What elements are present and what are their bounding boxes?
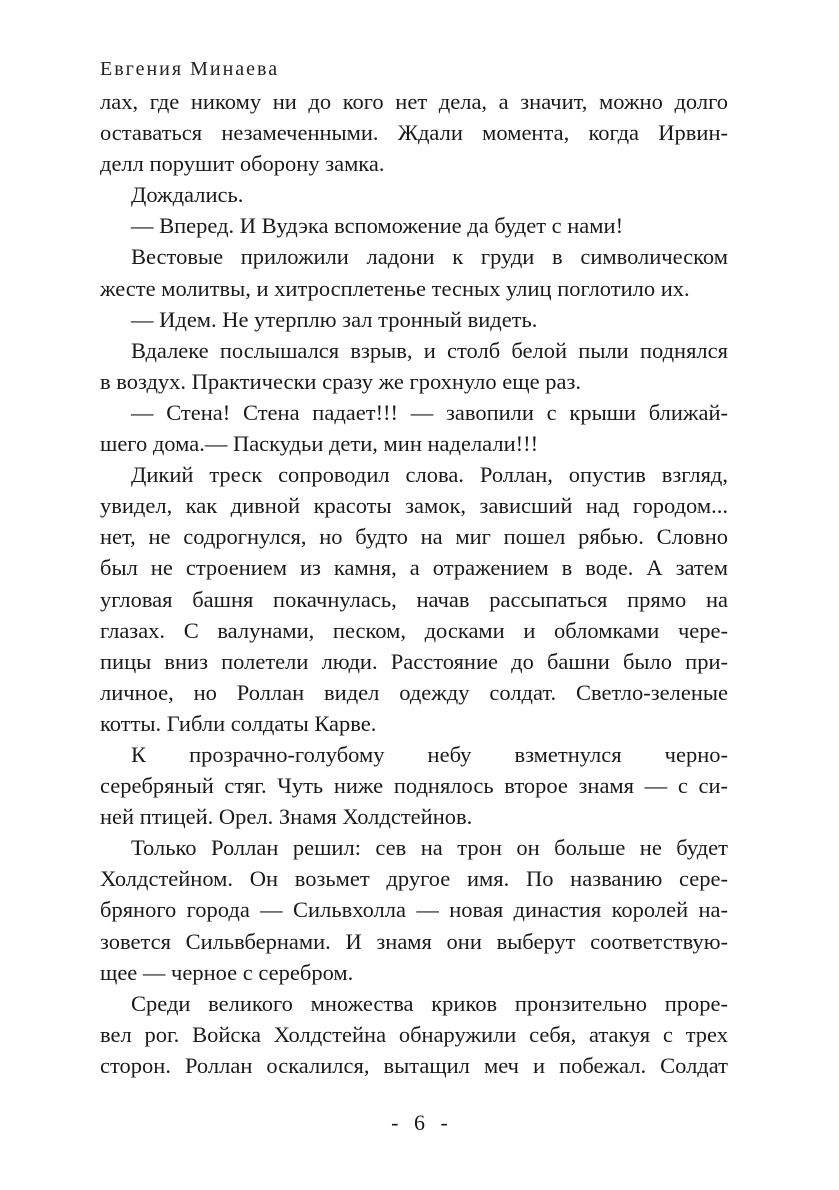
text-line: Вдалеке послышался взрыв, и столб белой пыли поднялся — [131, 337, 728, 363]
text-line: Вестовые приложили ладони к груди в символическом — [131, 244, 728, 270]
text-line: Холдстейном. Он возьмет другое имя. По названию сере- — [100, 866, 728, 892]
text-line: серебряный стяг. Чуть ниже поднялось второе знамя — с си- — [100, 773, 728, 799]
text-line: котты. Гибли солдаты Карве. — [100, 710, 377, 736]
text-line: сторон. Роллан оскалился, вытащил меч и побежал. Солдат — [100, 1052, 728, 1078]
text-line: вел рог. Войска Холдстейна обнаружили себя, атакуя с трех — [100, 1021, 728, 1047]
body-text — [100, 86, 728, 1081]
text-line: в воздух. Практически сразу же грохнуло еще раз. — [100, 368, 581, 394]
text-line: зовется Сильвбернами. И знамя они выберут соответствую- — [100, 928, 728, 954]
running-header-author: Евгения Минаева — [100, 58, 280, 80]
text-line: оставаться незамеченными. Ждали момента, когда Ирвин- — [100, 120, 728, 146]
text-line: — Вперед. И Вудэка вспоможение да будет с нами! — [131, 213, 624, 239]
text-line: Среди великого множества криков пронзительно проре- — [131, 990, 728, 1016]
text-line: Дождались. — [131, 182, 244, 208]
text-line: жесте молитвы, и хитросплетенье тесных улиц поглотило их. — [100, 275, 690, 301]
text-line: Дикий треск сопроводил слова. Роллан, опустив взгляд, — [131, 462, 728, 488]
text-line: шего дома.— Паскудьи дети, мин наделали!!! — [100, 431, 539, 457]
text-line: ней птицей. Орел. Знамя Холдстейнов. — [100, 804, 473, 830]
text-line: пицы вниз полетели люди. Расстояние до башни было при- — [100, 648, 728, 674]
text-line: бряного города — Сильвхолла — новая династия королей на- — [100, 897, 728, 923]
text-line: личное, но Роллан видел одежду солдат. Светло-зеленые — [100, 679, 728, 705]
text-line: был не строением из камня, а отражением в воде. А затем — [100, 555, 728, 581]
text-line: увидел, как дивной красоты замок, зависший над городом... — [100, 493, 728, 519]
book-page — [100, 52, 728, 1081]
text-line: Только Роллан решил: сев на трон он больше не будет — [131, 835, 728, 861]
text-line: лах, где никому ни до кого нет дела, а значит, можно долго — [100, 89, 728, 114]
text-line: глазах. С валунами, песком, досками и обломками чере- — [100, 617, 728, 643]
text-line: нет, не содрогнулся, но будто на миг пошел рябью. Словно — [100, 524, 728, 550]
text-line: угловая башня покачнулась, начав рассыпаться прямо на — [100, 586, 728, 612]
page-number: - 6 - — [391, 1110, 448, 1135]
text-line: — Идем. Не утерплю зал тронный видеть. — [131, 306, 538, 332]
text-line: делл порушит оборону замка. — [100, 151, 385, 177]
text-line: — Стена! Стена падает!!! — завопили с крыши ближай- — [131, 399, 728, 425]
text-line: К прозрачно-голубому небу взметнулся черно- — [131, 741, 728, 767]
text-line: щее — черное с серебром. — [100, 959, 354, 985]
